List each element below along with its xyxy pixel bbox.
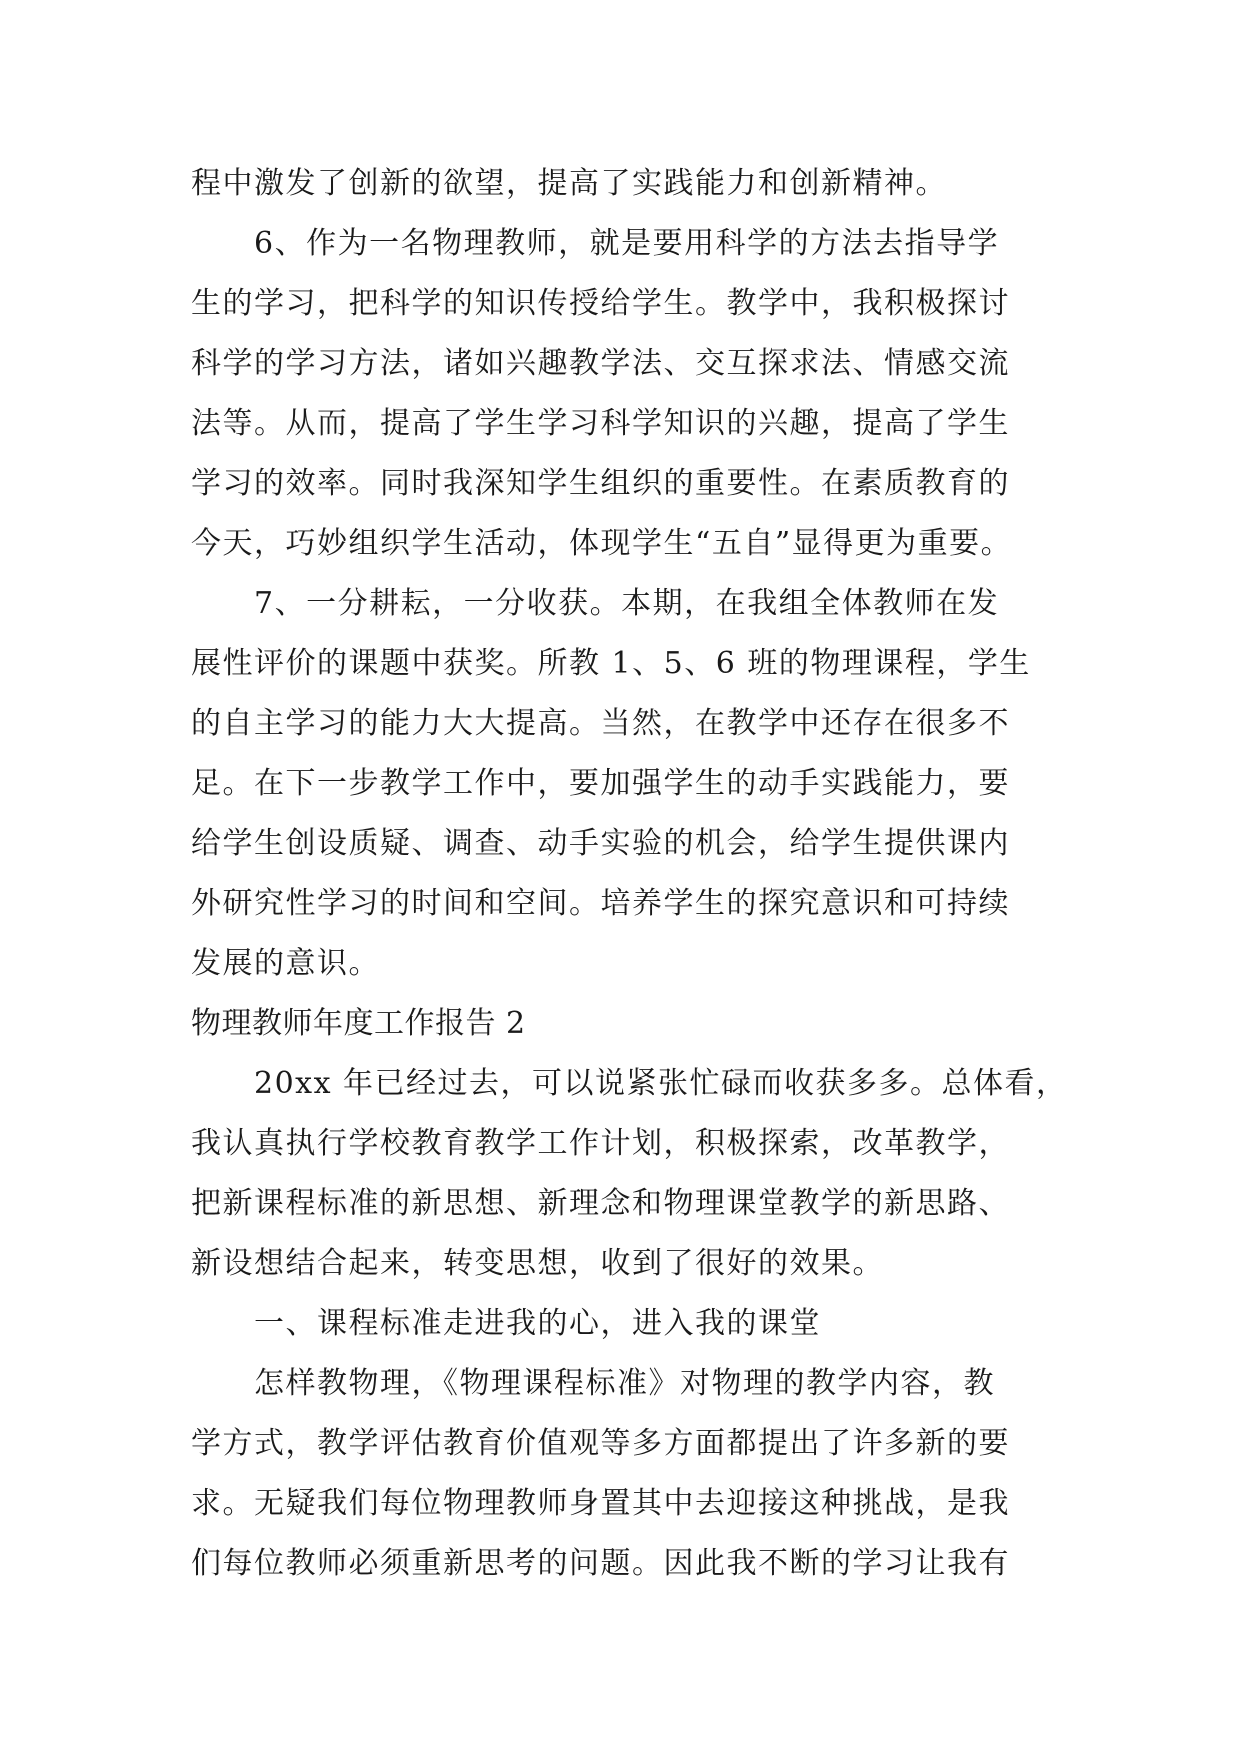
paragraph-line: 新设想结合起来，转变思想，收到了很好的效果。 xyxy=(191,1246,884,1281)
paragraph-line: 学方式，教学评估教育价值观等多方面都提出了许多新的要 xyxy=(191,1426,1010,1461)
paragraph-line: 给学生创设质疑、调查、动手实验的机会，给学生提供课内 xyxy=(191,826,1010,861)
paragraph-line: 发展的意识。 xyxy=(191,946,380,981)
paragraph-line: 科学的学习方法，诸如兴趣教学法、交互探求法、情感交流 xyxy=(191,346,1010,381)
paragraph-line: 展性评价的课题中获奖。所教 1、5、6 班的物理课程，学生 xyxy=(191,646,1031,681)
paragraph-line: 我认真执行学校教育教学工作计划，积极探索，改革教学， xyxy=(191,1126,1010,1161)
paragraph-line: 们每位教师必须重新思考的问题。因此我不断的学习让我有 xyxy=(191,1546,1010,1581)
paragraph-line: 6、作为一名物理教师，就是要用科学的方法去指导学 xyxy=(254,226,1000,261)
paragraph-line: 7、一分耕耘，一分收获。本期，在我组全体教师在发 xyxy=(254,586,1000,621)
paragraph-line: 学习的效率。同时我深知学生组织的重要性。在素质教育的 xyxy=(191,466,1010,501)
paragraph-line: 法等。从而，提高了学生学习科学知识的兴趣，提高了学生 xyxy=(191,406,1010,441)
paragraph-line: 外研究性学习的时间和空间。培养学生的探究意识和可持续 xyxy=(191,886,1010,921)
document-body xyxy=(191,154,1071,1594)
subheading: 一、课程标准走进我的心，进入我的课堂 xyxy=(254,1306,821,1341)
section-title: 物理教师年度工作报告 2 xyxy=(191,1006,526,1041)
paragraph-line: 20xx 年已经过去，可以说紧张忙碌而收获多多。总体看， xyxy=(254,1066,1068,1101)
paragraph-line: 求。无疑我们每位物理教师身置其中去迎接这种挑战，是我 xyxy=(191,1486,1010,1521)
paragraph-line: 程中激发了创新的欲望，提高了实践能力和创新精神。 xyxy=(191,166,947,201)
paragraph-line: 今天，巧妙组织学生活动，体现学生“五自”显得更为重要。 xyxy=(191,526,1013,561)
paragraph-line: 把新课程标准的新思想、新理念和物理课堂教学的新思路、 xyxy=(191,1186,1010,1221)
paragraph-line: 生的学习，把科学的知识传授给学生。教学中，我积极探讨 xyxy=(191,286,1010,321)
paragraph-line: 的自主学习的能力大大提高。当然，在教学中还存在很多不 xyxy=(191,706,1010,741)
paragraph-line: 足。在下一步教学工作中，要加强学生的动手实践能力，要 xyxy=(191,766,1010,801)
paragraph-line: 怎样教物理，《物理课程标准》对物理的教学内容，教 xyxy=(254,1366,995,1401)
